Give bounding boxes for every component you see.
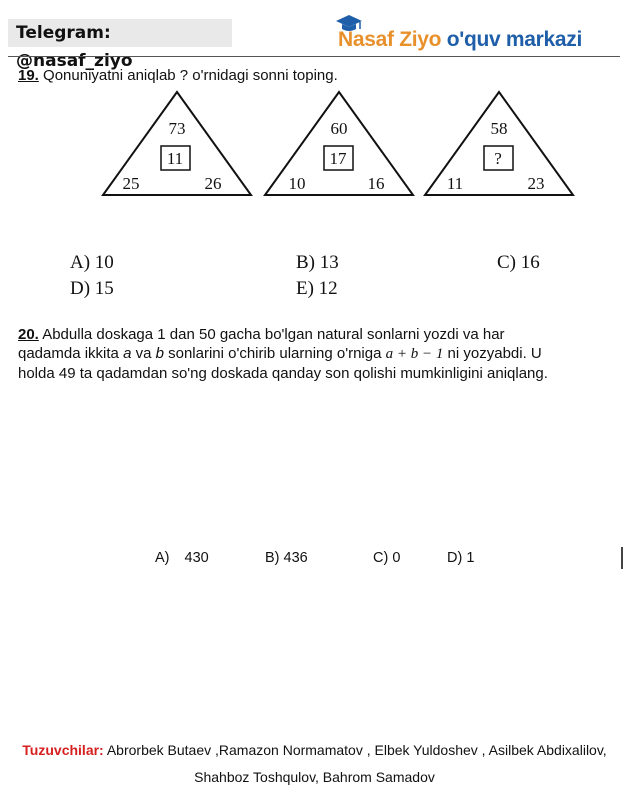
triangle-2-left: 10	[288, 174, 306, 193]
telegram-banner	[8, 19, 232, 71]
q20-option-a-label: A)	[155, 550, 170, 566]
triangle-3-right: 23	[527, 174, 545, 193]
footer-authors	[0, 737, 629, 791]
center-logo	[334, 14, 616, 54]
page-edge-marker	[621, 547, 623, 569]
header-divider	[8, 56, 620, 57]
q20-prompt	[18, 325, 618, 383]
triangle-3-left: 11	[446, 174, 464, 193]
triangle-2	[265, 92, 413, 195]
q20-option-b[interactable]: B) 436	[265, 550, 308, 566]
q19-prompt	[18, 66, 338, 85]
triangle-3-center: ?	[494, 149, 502, 168]
q20-expression: a + b − 1	[385, 346, 444, 362]
triangle-3-top: 58	[490, 119, 508, 138]
q19-option-c[interactable]: C) 16	[497, 252, 540, 273]
triangle-2-top: 60	[330, 119, 348, 138]
q20-line2-part1: qadamda ikkita	[18, 345, 124, 362]
triangle-2-center: 17	[329, 149, 347, 168]
q20-line2-part2: va	[131, 345, 156, 362]
q20-option-a-value: 430	[184, 550, 209, 566]
footer-label: Tuzuvchilar:	[22, 742, 104, 758]
q20-option-a[interactable]	[155, 550, 209, 566]
triangle-2-right: 16	[367, 174, 385, 193]
q20-line-3: holda 49 ta qadamdan so'ng doskada qanday son qolishi mumkinligini aniqlang.	[18, 365, 548, 382]
footer-line-1	[0, 737, 629, 764]
triangle-1-top: 73	[168, 119, 186, 138]
q20-option-d[interactable]: D) 1	[447, 550, 475, 566]
q20-line1-text: Abdulla doskaga 1 dan 50 gacha bo'lgan natural sonlarni yozdi va har	[38, 326, 505, 343]
q20-var-a: a	[123, 345, 132, 362]
q19-option-a[interactable]: A) 10	[70, 252, 114, 273]
q19-triangle-figure	[95, 90, 585, 202]
q20-line2-part4: ni yozyabdi. U	[443, 345, 542, 362]
q19-option-b[interactable]: B) 13	[296, 252, 339, 273]
q20-line-2	[18, 344, 618, 364]
q20-option-c[interactable]: C) 0	[373, 550, 401, 566]
triangle-1-left: 25	[122, 174, 140, 193]
footer-authors-1: Abrorbek Butaev ,Ramazon Normamatov , Elbek Yuldoshev , Asilbek Abdixalilov,	[103, 742, 607, 758]
q19-number: 19.	[18, 67, 39, 84]
triangle-1-right: 26	[204, 174, 222, 193]
q19-text: Qonuniyatni aniqlab ? o'rnidagi sonni toping.	[38, 67, 338, 84]
q20-line2-part3: sonlarini o'chirib ularning o'rniga	[163, 345, 386, 362]
footer-line-2: Shahboz Toshqulov, Bahrom Samadov	[194, 769, 435, 785]
triangle-1-center: 11	[166, 149, 184, 168]
telegram-handle: Telegram: @nasaf_ziyo	[16, 23, 133, 71]
q19-option-d[interactable]: D) 15	[70, 278, 114, 299]
logo-brand: Nasaf Ziyo	[338, 28, 442, 51]
q20-line-1	[18, 325, 618, 344]
q20-var-b: b	[155, 345, 164, 362]
q19-option-e[interactable]: E) 12	[296, 278, 338, 299]
logo-suffix: o'quv markazi	[441, 28, 583, 51]
q20-number: 20.	[18, 326, 39, 343]
logo-text	[338, 28, 582, 52]
